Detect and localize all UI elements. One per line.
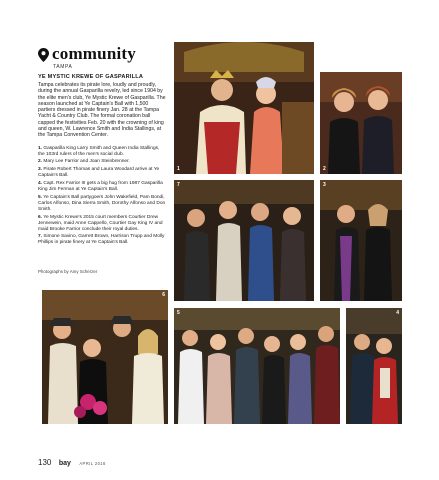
caption-item: 2. Mary Lee Farrior and Joan Steinbrenner. bbox=[38, 159, 130, 165]
photo-credit: Photographs by Amy Scherzer bbox=[38, 269, 98, 274]
page-footer bbox=[38, 452, 106, 470]
magazine-name: bay bbox=[58, 460, 71, 467]
photo-group-four bbox=[174, 180, 314, 301]
story-column bbox=[38, 74, 166, 248]
photo-number: 1 bbox=[177, 166, 180, 172]
story-body: Tampa celebrates its pirate lore, loudly and proudly, during the annual Gasparilla revelry, led since 1904 by the elite men's club, Ye Mystic Krewe of Gasparilla. The season launched at Ye Captain's Ball with 1,500 partiers dressed in pirate finery Jan. 28 at the Tampa Yacht & Country Club. The formal coronation ball capped the festivities Feb. 20 with the crowning of king and queen, W. Lawrence Smith and India Stallings, at the Tampa Convention Center. bbox=[38, 82, 166, 139]
photo-number: 7 bbox=[177, 182, 180, 188]
photo-king-queen bbox=[174, 42, 314, 174]
photo-number: 4 bbox=[396, 310, 399, 316]
caption-item: 3. Pirate Robert Thomas and Laura Woodard arrive at Ye Captain's Ball. bbox=[38, 167, 160, 179]
photo-group-six bbox=[174, 308, 340, 424]
caption-item: 6. Ye Mystic Krewe's 2015 court members Courtier Drew Jennewein, maid Anne Cappello, Courtier Gay King IV and maid Brooke Farrior conclude their royal duties. bbox=[38, 214, 163, 232]
caption-list bbox=[38, 146, 166, 247]
caption-item: 1. Gasparilla King Larry Smith and Queen India Stallings, the 103rd rulers of the men's social club. bbox=[38, 145, 160, 157]
caption-item: 7. Simone Savino, Garrett Brown, Harrison Trupp and Molly Phillips in pirate finery at Ye Captain's Ball. bbox=[38, 234, 165, 246]
page-number: 130 bbox=[38, 458, 52, 467]
section-title: community bbox=[52, 44, 136, 63]
photo-pirate-woman bbox=[320, 180, 402, 301]
story-title: YE MYSTIC KREWE OF GASPARILLA bbox=[38, 74, 144, 80]
section-location: TAMPA bbox=[53, 64, 73, 70]
photo-court-members bbox=[42, 290, 168, 424]
map-pin-icon bbox=[38, 48, 49, 62]
photo-number: 5 bbox=[177, 310, 180, 316]
photo-number: 2 bbox=[323, 166, 326, 172]
photo-number: 3 bbox=[323, 182, 326, 188]
photo-two-women bbox=[320, 72, 402, 174]
photo-hug bbox=[346, 308, 402, 424]
caption-item: 4. Capt. Rex Farrior III gets a big hug from 1987 Gasparilla King Jim Ferman at Ye Captain's Ball. bbox=[38, 181, 163, 193]
issue-date: APRIL 2016 bbox=[79, 461, 106, 466]
caption-item: 5. Ye Captain's Ball partygoers John Wakefield, Pam Bondi, Carlos Alfonso, Dina Sierra Smith, Dorothy Alfonso and Don Smith. bbox=[38, 195, 166, 212]
photo-number: 6 bbox=[162, 292, 165, 298]
